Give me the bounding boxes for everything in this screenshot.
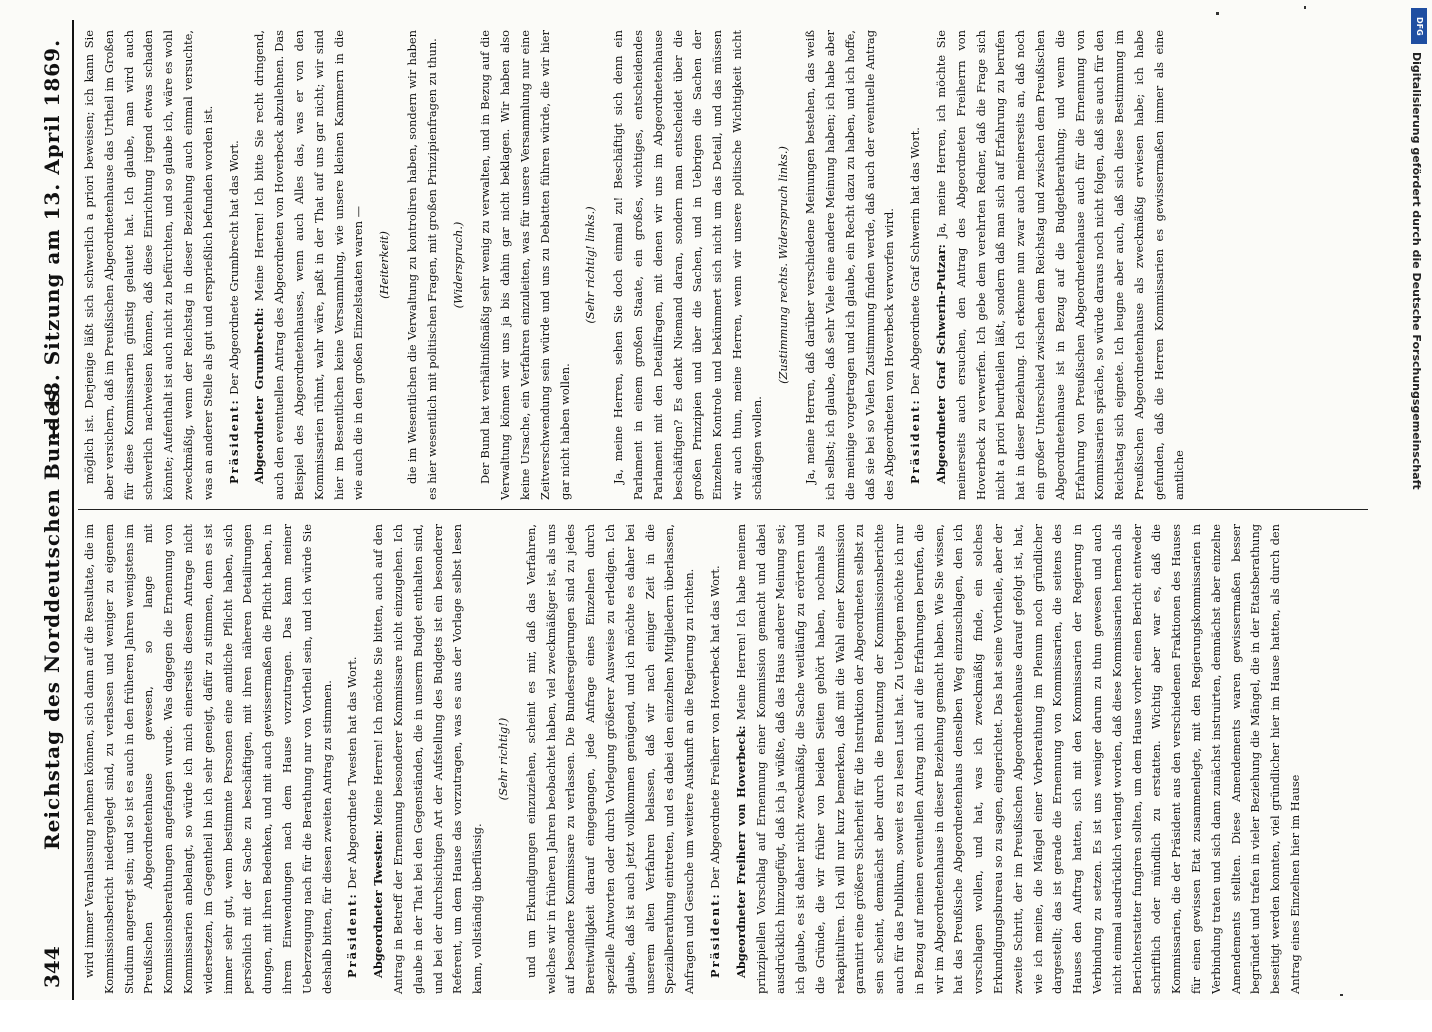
speaker-lead: Abgeordneter Freiherr von Hoverbeck: (733, 725, 748, 978)
speaker-text: Der Abgeordnete Graf Schwerin hat das Wort. (908, 127, 923, 399)
credit-text: Digitalisierung gefördert durch die Deutsche Forschungsgemeinschaft (1410, 52, 1423, 490)
paragraph-text: Der Bund hat verhältnißmäßig sehr wenig zu verwalten, und in Bezug auf die Verwaltung können wir uns ja bis dahin gar nicht beklagen. Wir haben also keine Ursache, ein Verfahren einzuleiten, was für unsere Versammlung nur eine Zeitverschwendung sein würde und uns zu Debatten führen würde, die wir hier gar nicht haben wollen. (478, 30, 572, 500)
paragraph-text: möglich ist. Derjenige läßt sich schwerlich a priori beweisen; ich kann Sie aber versichern, daß im Preußischen Abgeordnetenhause das Urtheil im Großen für diese Kommissarien günstig gelautet hat. Ich glaube, man wird auch schwerlich nachweisen können, daß diese Einrichtung irgend etwas schaden könnte; Aufenthalt ist auch nicht zu befürchten, und so glaube ich, wäre es wohl zweckmäßig, wenn der Reichstag in dieser Beziehung auch einmal versuchte, was an anderer Stelle als gut und ersprießlich befunden worden ist. (82, 30, 215, 500)
scan-speck (1340, 994, 1343, 996)
speaker-text: Der Abgeordnete Twesten hat das Wort. (345, 656, 360, 893)
paragraph (476, 30, 575, 500)
paragraph (932, 30, 1189, 500)
interjection (581, 30, 601, 500)
paragraph (522, 524, 700, 994)
running-header (34, 20, 74, 1000)
president-line (706, 524, 726, 994)
interjection (449, 30, 469, 500)
paragraph-text: Meine Herren! Ich bitte Sie recht dringend, auch den eventuellen Antrag des Abgeordneten von Hoverbeck abzulehnen. Das Beispiel des Abgeordnetenhauses, wenn auch Alles das, was er von den Kommissarien rühmt, wahr wäre, paßt in der That auf uns gar nicht; wir sind hier im Besentlichen keine Versammlung, wie unsere kleinen Kammern in die wie auch die in den großen Einzelstaaten waren — (252, 30, 366, 500)
paragraph (403, 30, 443, 500)
paragraph-text: Ja, meine Herren, sehen Sie doch einmal zu! Beschäftigt sich denn ein Parlament in einem großen Staate, ein großes, wichtiges, entscheidendes Parlament mit den Detailfragen, mit denen wir uns im Abgeordnetenhause beschäftigen? Es denkt Niemand daran, sondern man entscheidet über die großen Prinzipien und über die Sachen, und in Uebrigen die Sachen der Einzelnen Kontrole und bekümmert sich nicht um das Detail, und das müssen wir auch thun, meine Herren, wenn wir unsere politische Wichtigkeit nicht schädigen wollen. (611, 30, 764, 500)
header-rule (72, 20, 74, 1000)
column-divider (78, 509, 1368, 510)
rotated-page-content (30, 20, 1402, 1000)
interjection (375, 30, 395, 500)
speaker-lead: Abgeordneter Twesten: (371, 829, 386, 978)
president-line (906, 30, 926, 500)
interjection (774, 30, 794, 500)
speaker-lead: Abgeordneter Grumbrecht: (252, 307, 267, 484)
interjection-text: (Sehr richtig! links.) (583, 206, 598, 324)
session-date: — 18. Sitzung am 13. April 1869. (40, 38, 64, 440)
paragraph (609, 30, 767, 500)
president-line (343, 524, 363, 994)
paragraph-text: wird immer Veranlassung nehmen können, sich dann auf die Resultate, die im Kommissionsbericht niedergelegt sind, zu verlassen und weniger zu eigenem Studium angeregt sein; und so ist es auch in den früheren Jahren wenigstens im Preußischen Abgeordnetenhause gewesen, so lange mit Kommissionsberathungen angefangen wurde. Was dagegen die Ernennung von Kommissarien anbelangt, so würde ich mich einerseits diesem Antrage nicht widersetzen, im Gegentheil bin ich sehr geneigt, dafür zu stimmen, denn es ist immer sehr gut, wenn bestimmte Personen eine amtliche Pflicht haben, sich persönlich mit der Sache zu beschäftigen, mit ihren näheren Detailirungen dungen, mit ihren Bedenken, und mit auch gewissermaßen die Pflicht haben, in ihrem Einwendungen nach dem Hause vorzutragen. Das kann meiner Ueberzeugung nach für die Berathung nur von Vortheil sein, und ich würde Sie deshalb bitten, für diesen zweiten Antrag zu stimmen. (82, 524, 334, 994)
paragraph-text: und um Erkundigungen einzuziehen, scheint es mir, daß das Verfahren, welches wir in früheren Jahren beobachtet haben, viel zweckmäßiger ist, als uns auf besondere Kommissare zu verlassen. Die Bundesregierungen sind zu jedes Bereitwilligkeit darauf eingegangen, jede Anfrage eines Einzelnen durch spezielle Antworten oder durch Vorlegung größerer Ausweise zu erledigen. Ich glaube, daß ist auch jetzt vollkommen genügend, und ich möchte es daher bei unserem alten Verfahren belassen, daß wir nach einiger Zeit in die Spezialberathung eintreten, und es dabei den einzelnen Mitgliedern überlassen, Anfragen und Gesuche um weitere Auskunft an die Regierung zu richten. (523, 524, 697, 994)
speaker-text: Der Abgeordnete Freiherr von Hoverbeck hat das Wort. (707, 565, 722, 893)
left-column (80, 524, 1312, 994)
interjection-text: (Sehr richtig!) (495, 717, 510, 801)
interjection-text: (Zustimmung rechts. Widerspruch links.) (775, 146, 790, 384)
paragraph (732, 524, 1306, 994)
interjection (494, 524, 514, 994)
speaker-lead: Abgeordneter Graf Schwerin-Putzar: (934, 244, 949, 484)
speaker-label: Präsident: (707, 892, 722, 978)
president-line (225, 30, 245, 500)
page-number: 344 (40, 946, 64, 988)
speaker-label: Präsident: (226, 398, 241, 484)
scan-speck (1304, 6, 1306, 9)
paragraph (250, 30, 369, 500)
right-column (80, 30, 1195, 500)
paragraph (801, 30, 900, 500)
speaker-label: Präsident: (345, 892, 360, 978)
speaker-label: Präsident: (908, 398, 923, 484)
paragraph-text: Meine Herren! Ich möchte Sie bitten, auch auf den Antrag in Betreff der Ernennung besonderer Kommissare nicht einzugehen. Ich glaube in der That bei den Gegenständen, die in unserm Budget enthalten sind, und bei der durchsichtigen Art der Aufstellung des Budgets ist ein besonderer Referent, um dem Hause das vorzutragen, was es aus der Vorlage selbst lesen kann, vollständig überflüssig. (371, 523, 485, 994)
paragraph (369, 524, 488, 994)
publication-title: Reichstag des Norddeutschen Bundes. (40, 382, 64, 850)
paragraph-text: die im Wesentlichen die Verwaltung zu kontroliren haben, sondern wir haben es hier wesentlich mit politischen Fragen, mit großen Prinzipienfragen zu thun. (404, 30, 439, 500)
interjection-text: (Widerspruch.) (450, 221, 465, 309)
interjection-text: (Heiterkeit) (377, 231, 392, 299)
paragraph (80, 30, 219, 500)
speaker-text: Der Abgeordnete Grumbrecht hat das Wort. (226, 140, 241, 399)
paragraph-text: Ja, meine Herren, ich möchte Sie meinerseits auch ersuchen, den Antrag des Abgeordneten Freiherrn von Hoverbeck zu verwerfen. Ich gebe dem verehrten Redner, daß die Frage sich nicht a priori beurtheilen läßt, sondern daß man sich auf Erfahrung zu berufen hat in dieser Beziehung. Ich erkenne nun zwar auch meinerseits an, daß noch ein großer Unterschied zwischen dem Reichstag und zwischen dem Preußischen Abgeordnetenhause ist in Bezug auf die Budgetberathung; und wenn die Erfahrung von Preußischen Abgeordnetenhause auch für die Ernennung von Kommissarien spräche, so würde daraus noch nicht folgen, daß sie auch für den Reichstag sich eignete. Ich leugne aber auch, daß sich diese Bestimmung im Preußischen Abgeordnetenhause als zweckmäßig erwiesen habe; ich habe gefunden, daß die Herren Kommissarien es gewissermaßen immer als eine amtliche (934, 30, 1186, 500)
dfg-logo: DFG (1411, 8, 1427, 44)
paragraph (80, 524, 337, 994)
paragraph-text: Meine Herren! Ich habe meinem prinzipiellen Vorschlag auf Ernennung einer Kommission gemacht und dabei ausdrücklich hinzugefügt, daß ich ja wüßte, daß das Haus anderer Meinung sei; ich glaube, es ist daher nicht zweckmäßig, die Sache weitläufig zu erörtern und die Gründe, die wir früher von beiden Seiten gehört haben, nochmals zu rekapituliren. Ich will nur kurz bemerken, daß mit die Wahl einer Kommission garantirt eine größere Sicherheit für die Instruktion der Abgeordneten selbst zu sein scheint, demnächst aber durch die Benutzung der Kommissionsberichte auch für das Publikum, soweit es zu lesen Lust hat. Zu Uebrigen möchte ich nur in Bezug auf meinen eventuellen Antrag mich auf die Erfahrungen berufen, die wir im Abgeordnetenhause in dieser Beziehung gemacht haben. Wie Sie wissen, hat das Preußische Abgeordnetenhaus denselben Weg einzuschlagen, den ich vorschlagen wollen, und hat, was ich zweckmäßig finde, ein solches Erkundigungsbureau so zu sagen, eingerichtet. Das hat seine Vortheile, aber der zweite Schritt, der im Preußischen Abgeordnetenhause darauf gefolgt ist, hat, wie ich meine, die Mängel einer Vorberathung im Plenum noch gründlicher dargestellt; das ist gerade die Ernennung von Kommissarien, die seitens des Hauses den Auftrag hatten, sich mit den Kommissarien der Regierung in Verbindung zu setzen. Es ist uns weniger darum zu thun gewesen und auch nicht einmal ausdrücklich verlangt worden, daß diese Kommissarien hernach als Berichterstatter fungiren sollten, um dem Hause vorher einen Bericht entweder schriftlich oder mündlich zu erstatten. Wichtig aber war es, daß die Kommissarien, die der Präsident aus den verschiedenen Fraktionen des Hauses für einen gewissen Etat zusammenlegte, mit den Regierungskommissarien in Verbindung traten und sich dann zunächst instruirten, demnächst aber einzelne Amendements stellten. Diese Amendements waren gewissermaßen besser begründet und trafen in vieler Beziehung die Mängel, die in der Etatsberathung beseitigt werden konnten, viel gründlicher hier im Hause hatten, als durch den Antrag eines Einzelnen hier im Hause (733, 524, 1303, 994)
digitization-credit (1403, 8, 1429, 992)
scan-speck (1216, 12, 1219, 15)
paragraph-text: Ja, meine Herren, daß darüber verschiedene Meinungen bestehen, das weiß ich selbst; ich glaube, daß sehr Viele eine andere Meinung haben; ich habe aber die meinige vorgetragen und ich glaube, ein Recht dazu zu haben, und ich hoffe, daß sie bei so Vielen Zustimmung finden werde, daß auch der eventuelle Antrag des Abgeordneten von Hoverbeck verworfen wird. (803, 30, 897, 500)
